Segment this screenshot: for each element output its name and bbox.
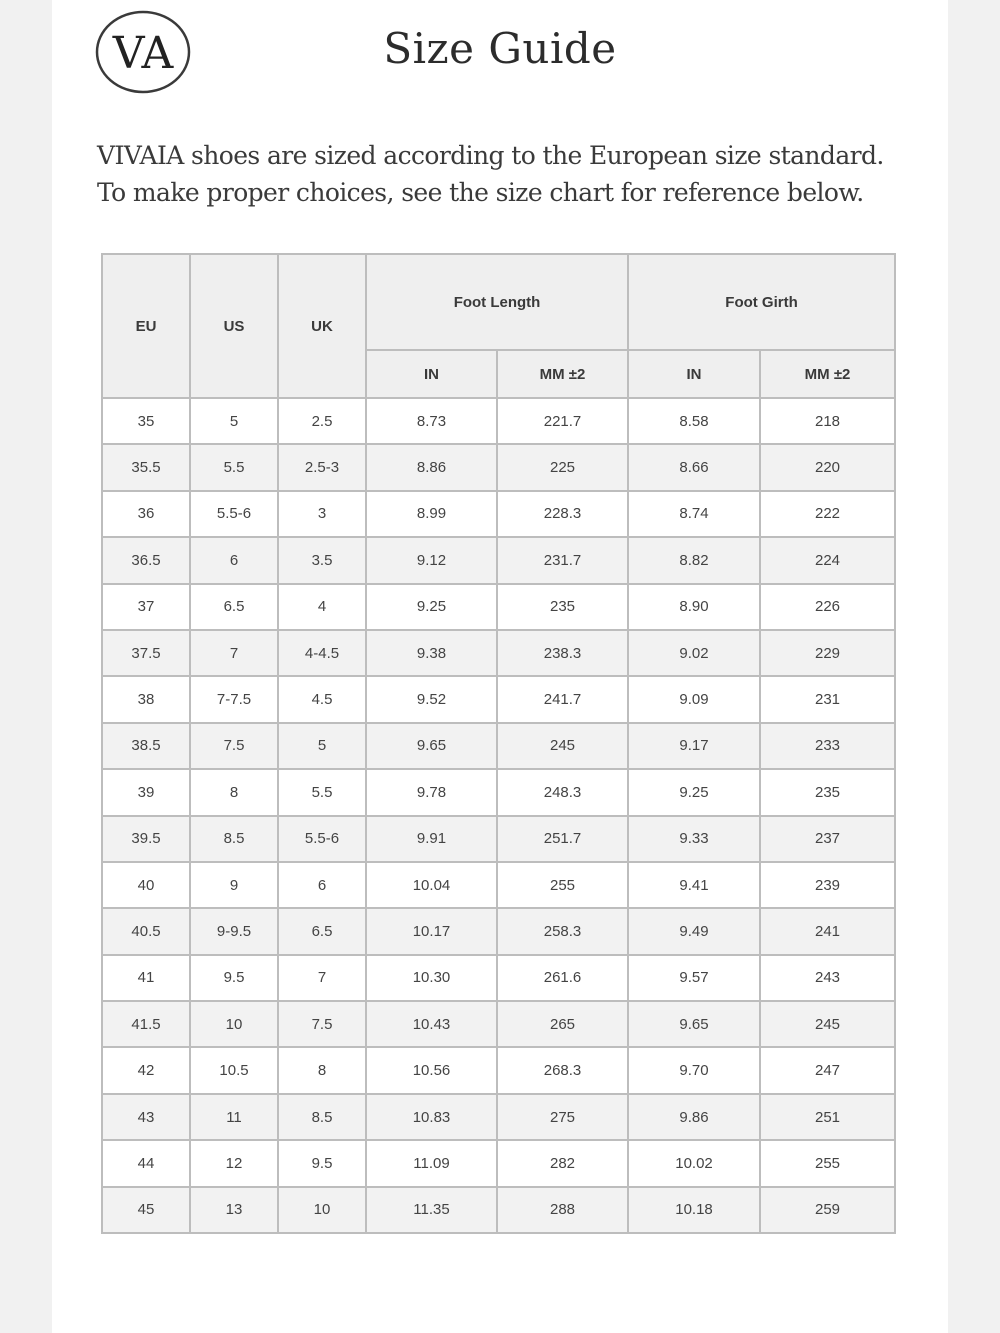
- column-group-foot-girth: Foot Girth: [628, 254, 895, 350]
- cell-us: 7.5: [190, 723, 278, 769]
- cell-us: 8.5: [190, 816, 278, 862]
- cell-eu: 45: [102, 1187, 190, 1233]
- cell-girth-mm: 243: [760, 955, 895, 1001]
- cell-length-in: 9.78: [366, 769, 497, 815]
- table-row: [102, 1140, 895, 1186]
- cell-girth-in: 10.02: [628, 1140, 760, 1186]
- cell-eu: 36.5: [102, 537, 190, 583]
- cell-uk: 3.5: [278, 537, 366, 583]
- cell-eu: 40: [102, 862, 190, 908]
- cell-length-in: 10.83: [366, 1094, 497, 1140]
- cell-eu: 37.5: [102, 630, 190, 676]
- cell-girth-in: 9.65: [628, 1001, 760, 1047]
- cell-girth-mm: 241: [760, 908, 895, 954]
- cell-girth-in: 10.18: [628, 1187, 760, 1233]
- cell-uk: 5.5: [278, 769, 366, 815]
- cell-length-in: 10.17: [366, 908, 497, 954]
- cell-uk: 2.5-3: [278, 444, 366, 490]
- cell-length-in: 8.73: [366, 398, 497, 444]
- table-row: [102, 723, 895, 769]
- cell-girth-mm: 245: [760, 1001, 895, 1047]
- cell-length-in: 10.30: [366, 955, 497, 1001]
- intro-line-1: VIVAIA shoes are sized according to the European size standard.: [97, 141, 884, 170]
- cell-girth-in: 9.57: [628, 955, 760, 1001]
- cell-us: 7-7.5: [190, 676, 278, 722]
- cell-us: 9.5: [190, 955, 278, 1001]
- cell-us: 6.5: [190, 584, 278, 630]
- table-row: [102, 398, 895, 444]
- cell-us: 11: [190, 1094, 278, 1140]
- cell-girth-in: 9.86: [628, 1094, 760, 1140]
- cell-girth-mm: 251: [760, 1094, 895, 1140]
- cell-length-in: 9.25: [366, 584, 497, 630]
- table-body: [102, 398, 895, 1233]
- cell-girth-mm: 233: [760, 723, 895, 769]
- cell-eu: 35: [102, 398, 190, 444]
- cell-eu: 39.5: [102, 816, 190, 862]
- page-title: Size Guide: [383, 24, 617, 73]
- cell-length-mm: 235: [497, 584, 628, 630]
- cell-length-mm: 268.3: [497, 1047, 628, 1093]
- cell-girth-mm: 218: [760, 398, 895, 444]
- cell-girth-in: 8.58: [628, 398, 760, 444]
- table-row: [102, 444, 895, 490]
- cell-length-mm: 282: [497, 1140, 628, 1186]
- table-row: [102, 584, 895, 630]
- cell-length-in: 9.65: [366, 723, 497, 769]
- cell-length-mm: 251.7: [497, 816, 628, 862]
- table-header-row: [102, 254, 895, 350]
- column-header-us: US: [190, 254, 278, 398]
- cell-length-in: 9.52: [366, 676, 497, 722]
- cell-girth-in: 9.02: [628, 630, 760, 676]
- cell-uk: 4.5: [278, 676, 366, 722]
- cell-us: 8: [190, 769, 278, 815]
- cell-girth-in: 8.82: [628, 537, 760, 583]
- table-row: [102, 676, 895, 722]
- cell-length-mm: 258.3: [497, 908, 628, 954]
- cell-us: 13: [190, 1187, 278, 1233]
- cell-length-mm: 241.7: [497, 676, 628, 722]
- cell-uk: 7: [278, 955, 366, 1001]
- cell-girth-in: 9.41: [628, 862, 760, 908]
- cell-girth-in: 9.17: [628, 723, 760, 769]
- table-row: [102, 816, 895, 862]
- intro-line-2: To make proper choices, see the size chart for reference below.: [97, 178, 864, 207]
- cell-girth-in: 8.90: [628, 584, 760, 630]
- cell-length-mm: 261.6: [497, 955, 628, 1001]
- cell-girth-mm: 235: [760, 769, 895, 815]
- column-header-length-mm: MM ±2: [497, 350, 628, 398]
- cell-girth-mm: 259: [760, 1187, 895, 1233]
- cell-length-mm: 265: [497, 1001, 628, 1047]
- cell-length-mm: 255: [497, 862, 628, 908]
- table-row: [102, 1001, 895, 1047]
- cell-girth-mm: 255: [760, 1140, 895, 1186]
- column-group-foot-length: Foot Length: [366, 254, 628, 350]
- table-row: [102, 769, 895, 815]
- cell-length-in: 10.43: [366, 1001, 497, 1047]
- cell-length-mm: 245: [497, 723, 628, 769]
- cell-girth-in: 9.09: [628, 676, 760, 722]
- logo-monogram: VA: [112, 28, 174, 79]
- size-chart-table: [101, 253, 896, 1234]
- table-row: [102, 537, 895, 583]
- cell-us: 9: [190, 862, 278, 908]
- table-row: [102, 1187, 895, 1233]
- cell-eu: 44: [102, 1140, 190, 1186]
- column-header-girth-in: IN: [628, 350, 760, 398]
- cell-uk: 5: [278, 723, 366, 769]
- cell-length-in: 9.91: [366, 816, 497, 862]
- cell-eu: 38: [102, 676, 190, 722]
- vivaia-logo: [95, 10, 191, 94]
- cell-girth-mm: 247: [760, 1047, 895, 1093]
- cell-us: 9-9.5: [190, 908, 278, 954]
- cell-length-in: 8.86: [366, 444, 497, 490]
- cell-uk: 8.5: [278, 1094, 366, 1140]
- cell-length-mm: 231.7: [497, 537, 628, 583]
- table-row: [102, 491, 895, 537]
- cell-us: 12: [190, 1140, 278, 1186]
- cell-uk: 3: [278, 491, 366, 537]
- cell-eu: 38.5: [102, 723, 190, 769]
- cell-us: 5: [190, 398, 278, 444]
- table-row: [102, 1094, 895, 1140]
- table-row: [102, 908, 895, 954]
- cell-eu: 42: [102, 1047, 190, 1093]
- cell-length-in: 9.12: [366, 537, 497, 583]
- cell-length-in: 8.99: [366, 491, 497, 537]
- cell-uk: 10: [278, 1187, 366, 1233]
- cell-us: 10.5: [190, 1047, 278, 1093]
- cell-eu: 41.5: [102, 1001, 190, 1047]
- cell-length-mm: 248.3: [497, 769, 628, 815]
- cell-uk: 7.5: [278, 1001, 366, 1047]
- cell-length-in: 9.38: [366, 630, 497, 676]
- cell-length-mm: 275: [497, 1094, 628, 1140]
- cell-girth-in: 9.70: [628, 1047, 760, 1093]
- cell-uk: 4-4.5: [278, 630, 366, 676]
- column-header-eu: EU: [102, 254, 190, 398]
- table-row: [102, 955, 895, 1001]
- cell-girth-mm: 224: [760, 537, 895, 583]
- cell-eu: 43: [102, 1094, 190, 1140]
- cell-girth-mm: 229: [760, 630, 895, 676]
- cell-girth-in: 9.33: [628, 816, 760, 862]
- cell-length-mm: 238.3: [497, 630, 628, 676]
- cell-girth-in: 8.74: [628, 491, 760, 537]
- column-header-girth-mm: MM ±2: [760, 350, 895, 398]
- cell-eu: 40.5: [102, 908, 190, 954]
- table-row: [102, 862, 895, 908]
- cell-length-in: 10.04: [366, 862, 497, 908]
- cell-length-mm: 225: [497, 444, 628, 490]
- cell-eu: 41: [102, 955, 190, 1001]
- cell-us: 10: [190, 1001, 278, 1047]
- cell-girth-mm: 222: [760, 491, 895, 537]
- cell-length-mm: 221.7: [497, 398, 628, 444]
- column-header-uk: UK: [278, 254, 366, 398]
- cell-length-in: 11.35: [366, 1187, 497, 1233]
- cell-uk: 6: [278, 862, 366, 908]
- cell-girth-mm: 231: [760, 676, 895, 722]
- cell-girth-mm: 239: [760, 862, 895, 908]
- cell-length-in: 10.56: [366, 1047, 497, 1093]
- cell-uk: 8: [278, 1047, 366, 1093]
- cell-girth-mm: 226: [760, 584, 895, 630]
- cell-us: 7: [190, 630, 278, 676]
- cell-uk: 2.5: [278, 398, 366, 444]
- cell-girth-in: 9.49: [628, 908, 760, 954]
- table-row: [102, 1047, 895, 1093]
- cell-uk: 6.5: [278, 908, 366, 954]
- cell-us: 6: [190, 537, 278, 583]
- cell-girth-in: 9.25: [628, 769, 760, 815]
- cell-girth-mm: 237: [760, 816, 895, 862]
- cell-uk: 5.5-6: [278, 816, 366, 862]
- cell-eu: 39: [102, 769, 190, 815]
- cell-length-mm: 228.3: [497, 491, 628, 537]
- cell-us: 5.5-6: [190, 491, 278, 537]
- cell-eu: 37: [102, 584, 190, 630]
- cell-uk: 4: [278, 584, 366, 630]
- table-row: [102, 630, 895, 676]
- column-header-length-in: IN: [366, 350, 497, 398]
- cell-girth-in: 8.66: [628, 444, 760, 490]
- cell-length-in: 11.09: [366, 1140, 497, 1186]
- cell-girth-mm: 220: [760, 444, 895, 490]
- cell-us: 5.5: [190, 444, 278, 490]
- cell-uk: 9.5: [278, 1140, 366, 1186]
- cell-eu: 36: [102, 491, 190, 537]
- cell-length-mm: 288: [497, 1187, 628, 1233]
- cell-eu: 35.5: [102, 444, 190, 490]
